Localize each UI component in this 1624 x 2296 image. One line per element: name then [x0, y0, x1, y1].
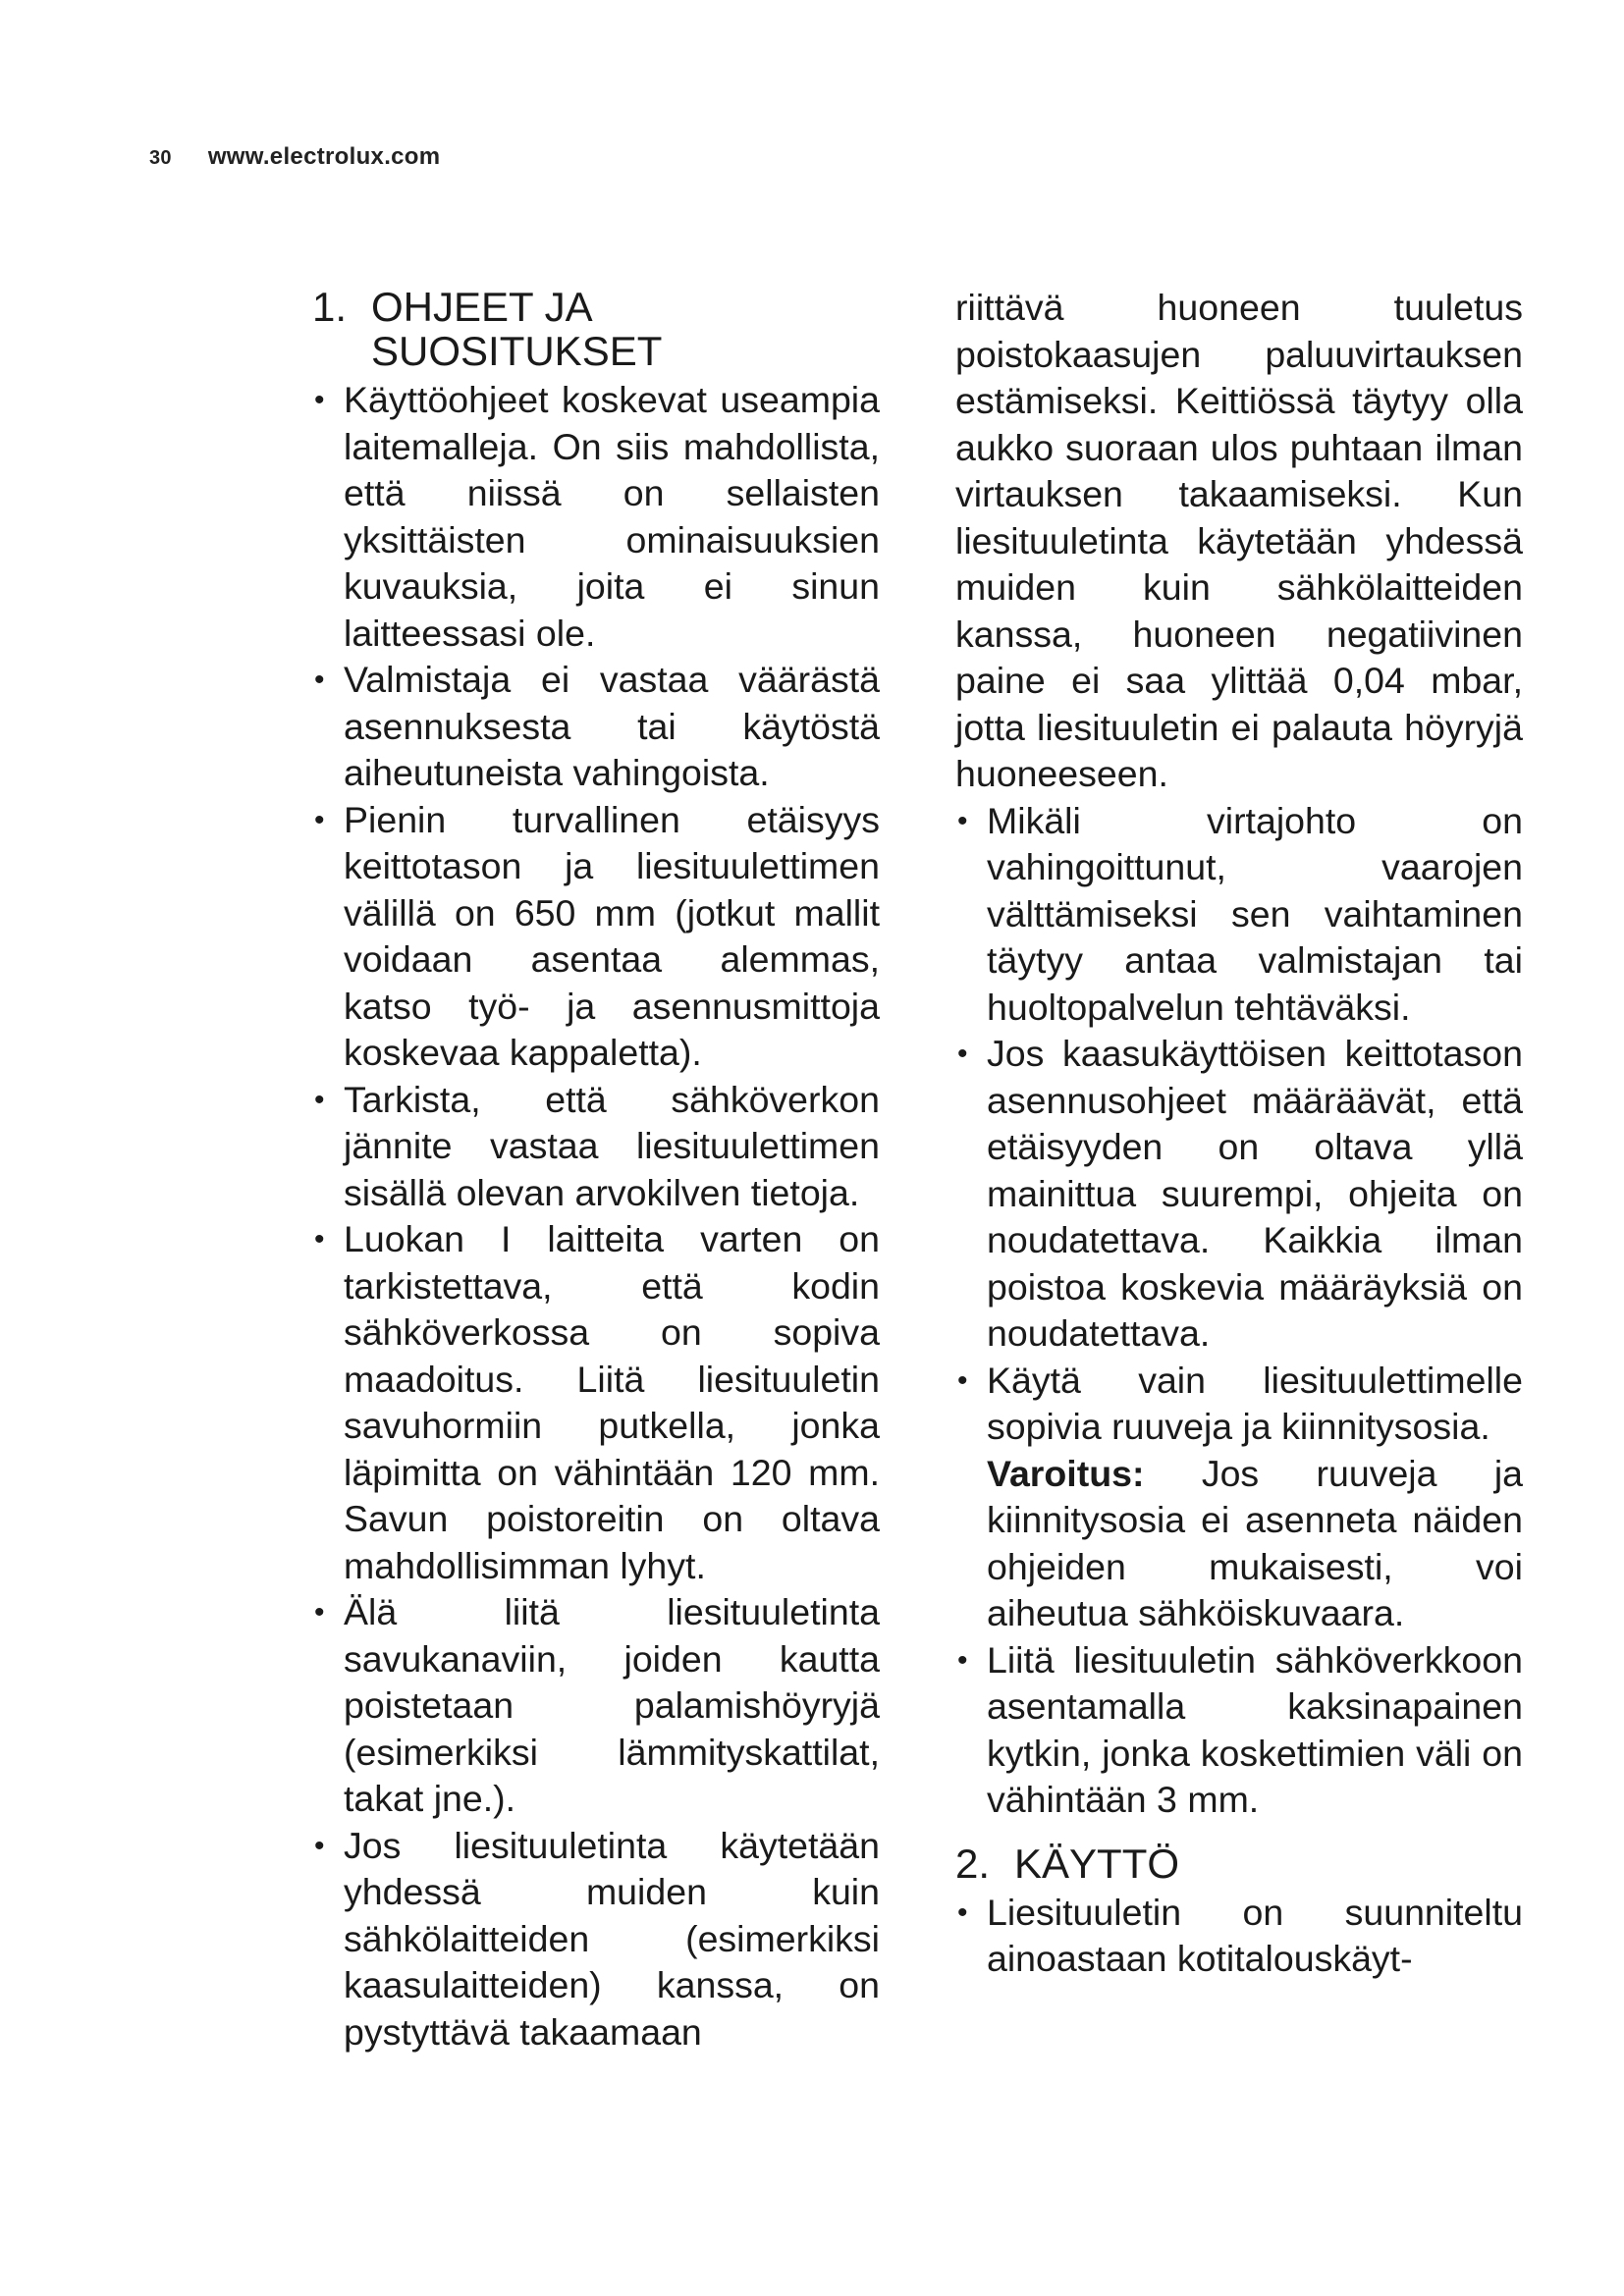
bullet-icon: •: [957, 804, 968, 837]
usage-list: [955, 1890, 1523, 1983]
bullet-icon: •: [957, 1896, 968, 1929]
website-url: www.electrolux.com: [207, 143, 441, 170]
instructions-list: [312, 377, 880, 2056]
bullet-icon: •: [957, 1038, 968, 1070]
warning-text: Jos ruuveja ja kiinnitysosia ei asenneta näiden ohjeiden mukaisesti, voi aiheutua sähköiskuvaara.: [987, 1452, 1524, 1633]
list-item: • Liesituuletin on suunniteltu ainoastaan kotitalouskäyt-: [957, 1891, 1523, 1979]
list-item: • Mikäli virtajohto on vahingoittunut, vaarojen välttämiseksi sen vaihtaminen täytyy antaa valmistajan tai huoltopalvelun tehtäväksi.: [957, 799, 1523, 1028]
section-heading-usage: [955, 1842, 1523, 1886]
bullet-icon: •: [314, 1829, 325, 1862]
continued-paragraph: riittävä huoneen tuuletus poistokaasujen paluuvirtauksen estämiseksi. Keittiössä täytyy olla aukko suoraan ulos puhtaan ilman virtauksen takaamiseksi. Kun liesituuletinta käytetään yhdessä muiden kuin sähkölaitteiden kanssa, huoneen negatiivinen paine ei saa ylittää 0,04 mbar, jotta liesituuletin ei palauta höyryjä huoneeseen.: [955, 287, 1523, 794]
bullet-icon: •: [314, 384, 325, 416]
list-item: • Tarkista, että sähköverkon jännite vastaa liesituulettimen sisällä olevan arvokilven tietoja.: [314, 1078, 880, 1213]
section-number: 2.: [955, 1840, 991, 1887]
bullet-icon: •: [314, 1223, 325, 1255]
section-number: 1.: [312, 284, 348, 330]
bullet-icon: •: [957, 1643, 968, 1677]
page-number: 30: [149, 147, 172, 169]
section-title: OHJEET JA SUOSITUKSET: [371, 284, 663, 374]
list-item: • Valmistaja ei vastaa väärästä asennuksesta tai käytöstä aiheutuneista vahingoista.: [314, 659, 880, 793]
left-column: [312, 285, 880, 2056]
bullet-icon: •: [314, 1083, 325, 1116]
warning-label: Varoitus:: [987, 1452, 1145, 1494]
right-column: [955, 285, 1523, 1983]
page-header: [149, 143, 440, 171]
section-title: KÄYTTÖ: [1014, 1840, 1180, 1887]
bullet-icon: •: [314, 1596, 325, 1629]
instructions-list-continued: [955, 798, 1523, 1824]
bullet-icon: •: [314, 803, 325, 836]
bullet-icon: •: [314, 664, 325, 696]
list-item: • Käytä vain liesituulettimelle sopivia ruuveja ja kiinnitysosia. Varoitus: Jos ruuveja ja kiinnitysosia ei asenneta näiden ohjeiden mukaisesti, voi aiheutua sähköiskuvaara.: [955, 1358, 1523, 1637]
list-item: • Pienin turvallinen etäisyys keittotason ja liesituulettimen välillä on 650 mm (jotkut mallit voidaan asentaa alemmas, katso työ- ja asennusmittoja koskevaa kappaletta).: [314, 798, 880, 1073]
section-heading-instructions: [312, 285, 880, 373]
bullet-icon: •: [957, 1363, 968, 1397]
list-item: • Liitä liesituuletin sähköverkkoon asentamalla kaksinapainen kytkin, jonka koskettimien väli on vähintään 3 mm.: [957, 1638, 1523, 1820]
list-item: • Jos liesituuletinta käytetään yhdessä muiden kuin sähkölaitteiden (esimerkiksi kaasulaitteiden) kanssa, on pystyttävä takaamaan: [314, 1824, 880, 2053]
list-item: • Älä liitä liesituuletinta savukanaviin, joiden kautta poistetaan palamishöyryjä (esimerkiksi lämmityskattilat, takat jne.).: [314, 1591, 880, 1819]
list-item: • Luokan I laitteita varten on tarkistettava, että kodin sähköverkossa on sopiva maadoitus. Liitä liesituuletin savuhormiin putkella, jonka läpimitta on vähintään 120 mm. Savun poistoreitin on oltava mahdollisimman lyhyt.: [314, 1218, 880, 1586]
list-item: • Jos kaasukäyttöisen keittotason asennusohjeet määräävät, että etäisyyden on oltava yllä mainittua suurempi, ohjeita on noudatettava. Kaikkia ilman poistoa koskevia määräyksiä on noudatettava.: [957, 1033, 1523, 1354]
warning-note: [987, 1451, 1523, 1637]
list-item: • Käyttöohjeet koskevat useampia laitemalleja. On siis mahdollista, että niissä on sellaisten yksittäisten ominaisuuksien kuvauksia, joita ei sinun laitteessasi ole.: [314, 379, 880, 654]
